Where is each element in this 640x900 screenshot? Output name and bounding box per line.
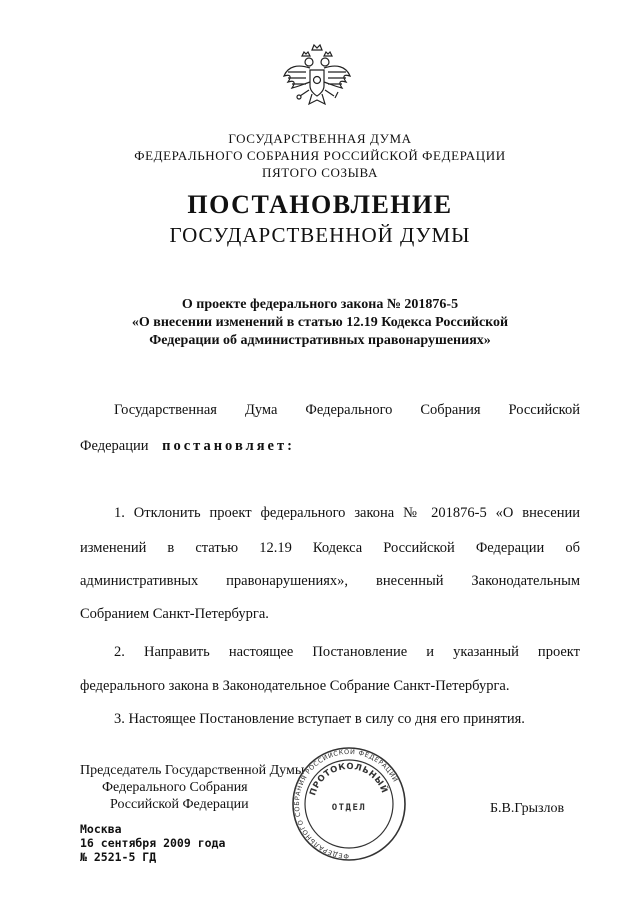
subject-line-3: Федерации об административных правонарушениях» (149, 333, 491, 348)
subject-line-2: «О внесении изменений в статью 12.19 Кодекса Российской (131, 315, 509, 330)
issue-date: 16 сентября 2009 года (80, 836, 226, 850)
stamp-center-text: ОТДЕЛ (331, 803, 367, 813)
stamp-arc-text: ПРОТОКОЛЬНЫЙ (308, 761, 390, 798)
paragraph-3-line-1: 3. Настоящее Постановление вступает в силу со дня его принятия. (114, 711, 525, 727)
document-number: № 2521-5 ГД (80, 850, 157, 864)
issuer-line-1: ГОСУДАРСТВЕННАЯ ДУМА (228, 131, 412, 146)
paragraph-1-line-4: Собранием Санкт-Петербурга. (80, 606, 269, 622)
coat-of-arms-icon (276, 42, 358, 118)
issuer-line-3: ПЯТОГО СОЗЫВА (262, 165, 378, 180)
preamble-federation: Федерации (80, 438, 149, 454)
official-stamp (284, 742, 414, 862)
signatory-name: Б.В.Грызлов (490, 801, 565, 816)
document-type-subtitle: ГОСУДАРСТВЕННОЙ ДУМЫ (169, 223, 471, 247)
preamble-line-1: Государственная Дума Федерального Собрания Российской (114, 402, 580, 418)
issue-city: Москва (80, 822, 122, 836)
paragraph-1-line-2: изменений в статью 12.19 Кодекса Российской Федерации об (80, 540, 580, 556)
paragraph-2-line-1: 2. Направить настоящее Постановление и указанный проект (114, 644, 580, 660)
svg-text:ПРОТОКОЛЬНЫЙ (308, 762, 391, 797)
preamble-line-2 (80, 438, 580, 455)
signatory-position-line-2: Федерального Собрания (102, 780, 248, 795)
document-type-title: ПОСТАНОВЛЕНИЕ (187, 190, 453, 219)
paragraph-1-line-3: административных правонарушениях», внесенный Законодательным (80, 573, 580, 589)
subject-line-1: О проекте федерального закона № 201876-5 (181, 297, 459, 312)
issuer-line-2: ФЕДЕРАЛЬНОГО СОБРАНИЯ РОССИЙСКОЙ ФЕДЕРАЦИИ (134, 148, 506, 163)
signatory-position-line-1: Председатель Государственной Думы (80, 763, 305, 778)
stamp-ring-text: ФЕДЕРАЛЬНОГО СОБРАНИЯ РОССИЙСКОЙ ФЕДЕРАЦИИ (293, 747, 400, 861)
decree-word: постановляет: (162, 438, 295, 454)
paragraph-1-line-1: 1. Отклонить проект федерального закона № 201876-5 «О внесении (114, 505, 580, 521)
signatory-position-line-3: Российской Федерации (110, 797, 249, 812)
paragraph-2-line-2: федерального закона в Законодательное Собрание Санкт-Петербурга. (80, 678, 510, 694)
